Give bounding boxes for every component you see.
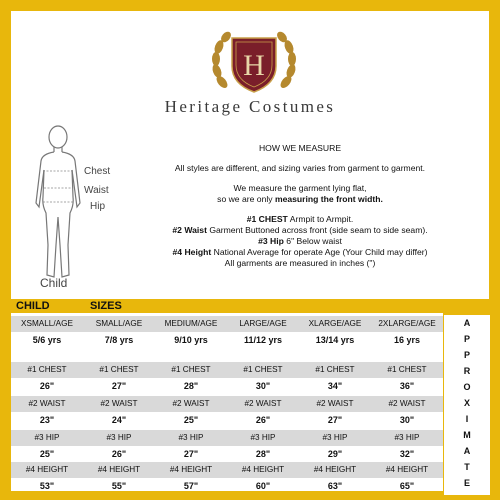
table-cell: 26" <box>255 415 271 425</box>
table-cell: 27" <box>327 415 343 425</box>
table-cell: #1 CHEST <box>243 365 283 374</box>
chest-value-row <box>11 378 443 394</box>
measure-flat-line-2: so we are only measuring the front width. <box>217 194 383 204</box>
table-cell: #3 HIP <box>34 433 60 442</box>
table-cell: 26" <box>111 449 127 459</box>
table-cell: 30" <box>255 381 271 391</box>
table-cell: 53" <box>39 481 55 491</box>
table-cell: 26" <box>39 381 55 391</box>
side-letter: T <box>464 462 470 472</box>
side-letter: A <box>463 318 471 328</box>
table-cell: 34" <box>327 381 343 391</box>
age-row <box>11 332 443 348</box>
table-cell: 28" <box>183 381 199 391</box>
table-cell: SMALL/AGE <box>95 319 143 328</box>
measure-waist: #2 Waist Garment Buttoned across front (side seam to side seam). <box>172 225 428 235</box>
child-figure-icon <box>14 125 134 295</box>
figure-caption: Child <box>40 276 68 290</box>
laurel-left <box>211 30 233 90</box>
table-cell: #1 CHEST <box>99 365 139 374</box>
side-letter: M <box>463 430 471 440</box>
table-cell: XSMALL/AGE <box>21 319 73 328</box>
table-cell: #4 HEIGHT <box>97 465 141 474</box>
side-letter: O <box>463 382 471 392</box>
table-cell: 27" <box>111 381 127 391</box>
side-letter: P <box>463 350 470 360</box>
table-cell: 28" <box>255 449 271 459</box>
measure-note: All garments are measured in inches (") <box>224 258 376 268</box>
table-cell: #4 HEIGHT <box>313 465 357 474</box>
brand-name: Heritage Costumes <box>164 97 336 116</box>
table-cell: #3 HIP <box>394 433 420 442</box>
table-cell: MEDIUM/AGE <box>164 319 218 328</box>
side-letter: E <box>463 478 470 488</box>
table-cell: #4 HEIGHT <box>385 465 429 474</box>
table-cell: #2 WAIST <box>244 399 282 408</box>
waist-value-row <box>11 412 443 428</box>
sizes-heading: SIZES <box>90 300 122 312</box>
table-cell: 7/8 yrs <box>104 335 134 345</box>
measure-title: HOW WE MEASURE <box>258 143 342 153</box>
side-letter: I <box>465 414 469 424</box>
child-heading: CHILD <box>16 300 50 312</box>
table-cell: XLARGE/AGE <box>308 319 362 328</box>
figure-chest-label: Chest <box>84 166 111 177</box>
measure-flat-line-1: We measure the garment lying flat, <box>233 183 367 193</box>
table-cell: 32" <box>399 449 415 459</box>
logo-monogram: H <box>243 49 265 82</box>
hip-label-row <box>11 430 443 446</box>
table-cell: 27" <box>183 449 199 459</box>
table-cell: #3 HIP <box>178 433 204 442</box>
side-letter: X <box>463 398 470 408</box>
figure-waist-label: Waist <box>84 185 109 196</box>
measure-intro: All styles are different, and sizing varies from garment to garment. <box>174 163 426 173</box>
table-cell: 24" <box>111 415 127 425</box>
laurel-right <box>275 30 297 90</box>
measure-height: #4 Height National Average for operate Age (Your Child may differ) <box>172 247 428 257</box>
table-cell: #2 WAIST <box>100 399 138 408</box>
table-cell: #2 WAIST <box>388 399 426 408</box>
table-cell: 16 yrs <box>393 335 421 345</box>
side-letter: R <box>463 366 471 376</box>
table-cell: 13/14 yrs <box>315 335 355 345</box>
table-cell: 36" <box>399 381 415 391</box>
table-cell: #2 WAIST <box>172 399 210 408</box>
hip-value-row <box>11 446 443 462</box>
table-cell: #3 HIP <box>322 433 348 442</box>
table-cell: #1 CHEST <box>27 365 67 374</box>
table-cell: 60" <box>255 481 271 491</box>
measure-chest: #1 CHEST Armpit to Armpit. <box>246 214 354 224</box>
table-cell: #4 HEIGHT <box>241 465 285 474</box>
height-value-row <box>11 478 443 494</box>
table-cell: #1 CHEST <box>315 365 355 374</box>
figure-hip-label: Hip <box>90 201 106 212</box>
heritage-logo <box>208 30 300 96</box>
table-cell: 57" <box>183 481 199 491</box>
table-cell: 9/10 yrs <box>174 335 208 345</box>
table-cell: 25" <box>39 449 55 459</box>
table-cell: #4 HEIGHT <box>25 465 69 474</box>
table-cell: 5/6 yrs <box>32 335 62 345</box>
table-cell: 55" <box>111 481 127 491</box>
table-cell: 2XLARGE/AGE <box>378 319 436 328</box>
table-cell: 63" <box>327 481 343 491</box>
table-cell: #2 WAIST <box>28 399 66 408</box>
table-cell: #1 CHEST <box>171 365 211 374</box>
table-cell: #2 WAIST <box>316 399 354 408</box>
side-letter: P <box>463 334 470 344</box>
table-cell: 11/12 yrs <box>243 335 283 345</box>
table-cell: #3 HIP <box>106 433 132 442</box>
waist-label-row <box>11 396 443 412</box>
height-label-row <box>11 462 443 478</box>
table-cell: 65" <box>399 481 415 491</box>
side-letter: A <box>463 446 471 456</box>
table-cell: 25" <box>183 415 199 425</box>
table-cell: 30" <box>399 415 415 425</box>
table-cell: #4 HEIGHT <box>169 465 213 474</box>
table-cell: LARGE/AGE <box>239 319 287 328</box>
table-cell: #1 CHEST <box>387 365 427 374</box>
table-cell: 23" <box>39 415 55 425</box>
how-we-measure <box>150 143 450 269</box>
table-cell: #3 HIP <box>250 433 276 442</box>
measure-hip: #3 Hip 6" Below waist <box>258 236 342 246</box>
chest-label-row <box>11 362 443 378</box>
size-name-row <box>11 316 443 332</box>
table-cell: 29" <box>327 449 343 459</box>
